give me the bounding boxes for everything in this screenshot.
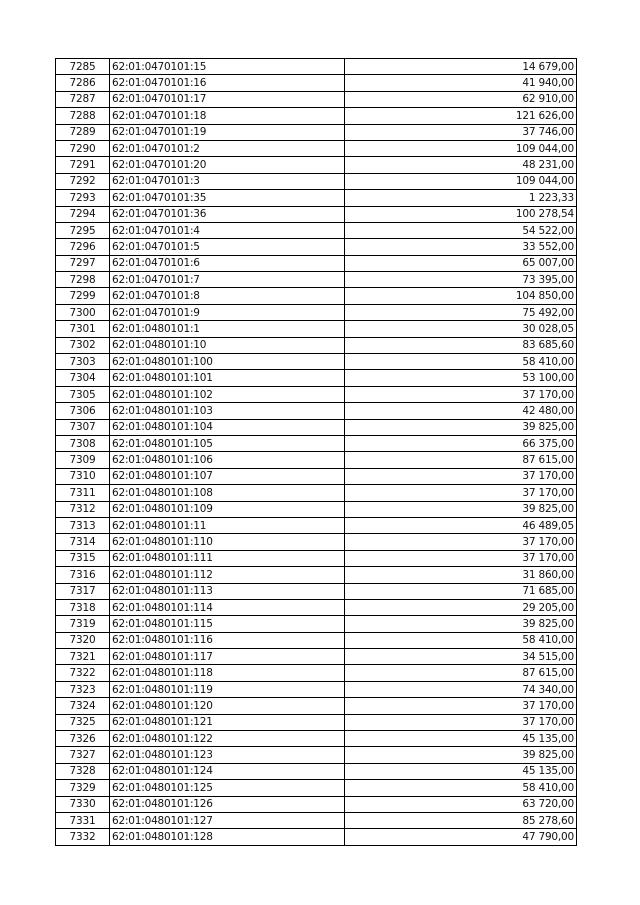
row-number-cell: 7329 (56, 780, 110, 796)
table-body (56, 59, 577, 846)
cadastral-number-cell: 62:01:0480101:127 (110, 812, 345, 828)
cadastral-number-cell: 62:01:0480101:116 (110, 632, 345, 648)
cadastral-number-cell: 62:01:0470101:15 (110, 59, 345, 75)
row-number-cell: 7316 (56, 567, 110, 583)
table-row (56, 731, 577, 747)
table-row (56, 550, 577, 566)
table-row (56, 485, 577, 501)
table-row (56, 452, 577, 468)
cadastral-number-cell: 62:01:0470101:20 (110, 157, 345, 173)
table-row (56, 124, 577, 140)
cadastral-number-cell: 62:01:0480101:105 (110, 435, 345, 451)
cadastral-value-table (55, 58, 577, 846)
cadastral-number-cell: 62:01:0480101:107 (110, 468, 345, 484)
cadastral-number-cell: 62:01:0470101:17 (110, 91, 345, 107)
table-row (56, 747, 577, 763)
table-row (56, 304, 577, 320)
cadastral-number-cell: 62:01:0470101:9 (110, 304, 345, 320)
row-number-cell: 7331 (56, 812, 110, 828)
cadastral-number-cell: 62:01:0470101:36 (110, 206, 345, 222)
row-number-cell: 7324 (56, 698, 110, 714)
value-cell: 66 375,00 (345, 435, 577, 451)
table-row (56, 616, 577, 632)
value-cell: 1 223,33 (345, 190, 577, 206)
row-number-cell: 7332 (56, 829, 110, 845)
cadastral-number-cell: 62:01:0470101:5 (110, 239, 345, 255)
row-number-cell: 7322 (56, 665, 110, 681)
value-cell: 58 410,00 (345, 354, 577, 370)
table-row (56, 812, 577, 828)
cadastral-number-cell: 62:01:0480101:117 (110, 649, 345, 665)
value-cell: 85 278,60 (345, 812, 577, 828)
cadastral-number-cell: 62:01:0480101:120 (110, 698, 345, 714)
table-row (56, 255, 577, 271)
value-cell: 83 685,60 (345, 337, 577, 353)
cadastral-number-cell: 62:01:0480101:100 (110, 354, 345, 370)
table-row (56, 403, 577, 419)
table-row (56, 501, 577, 517)
value-cell: 39 825,00 (345, 419, 577, 435)
table-row (56, 288, 577, 304)
row-number-cell: 7290 (56, 140, 110, 156)
cadastral-number-cell: 62:01:0470101:8 (110, 288, 345, 304)
row-number-cell: 7314 (56, 534, 110, 550)
row-number-cell: 7291 (56, 157, 110, 173)
value-cell: 37 170,00 (345, 714, 577, 730)
row-number-cell: 7289 (56, 124, 110, 140)
value-cell: 42 480,00 (345, 403, 577, 419)
value-cell: 39 825,00 (345, 616, 577, 632)
row-number-cell: 7302 (56, 337, 110, 353)
cadastral-number-cell: 62:01:0480101:106 (110, 452, 345, 468)
value-cell: 100 278,54 (345, 206, 577, 222)
value-cell: 87 615,00 (345, 452, 577, 468)
cadastral-number-cell: 62:01:0480101:11 (110, 517, 345, 533)
value-cell: 30 028,05 (345, 321, 577, 337)
cadastral-number-cell: 62:01:0480101:109 (110, 501, 345, 517)
row-number-cell: 7318 (56, 599, 110, 615)
table-row (56, 190, 577, 206)
row-number-cell: 7307 (56, 419, 110, 435)
table-row (56, 108, 577, 124)
row-number-cell: 7320 (56, 632, 110, 648)
cadastral-number-cell: 62:01:0480101:125 (110, 780, 345, 796)
row-number-cell: 7313 (56, 517, 110, 533)
table-row (56, 419, 577, 435)
value-cell: 37 170,00 (345, 550, 577, 566)
table-row (56, 337, 577, 353)
row-number-cell: 7327 (56, 747, 110, 763)
value-cell: 37 170,00 (345, 386, 577, 402)
cadastral-number-cell: 62:01:0480101:119 (110, 681, 345, 697)
row-number-cell: 7285 (56, 59, 110, 75)
table-row (56, 665, 577, 681)
cadastral-number-cell: 62:01:0470101:2 (110, 140, 345, 156)
value-cell: 37 170,00 (345, 468, 577, 484)
value-cell: 37 170,00 (345, 485, 577, 501)
cadastral-number-cell: 62:01:0470101:16 (110, 75, 345, 91)
row-number-cell: 7301 (56, 321, 110, 337)
cadastral-number-cell: 62:01:0480101:121 (110, 714, 345, 730)
value-cell: 87 615,00 (345, 665, 577, 681)
cadastral-number-cell: 62:01:0480101:122 (110, 731, 345, 747)
cadastral-number-cell: 62:01:0480101:101 (110, 370, 345, 386)
cadastral-number-cell: 62:01:0480101:113 (110, 583, 345, 599)
cadastral-number-cell: 62:01:0480101:115 (110, 616, 345, 632)
cadastral-number-cell: 62:01:0480101:128 (110, 829, 345, 845)
table-row (56, 386, 577, 402)
row-number-cell: 7298 (56, 272, 110, 288)
table-row (56, 370, 577, 386)
row-number-cell: 7319 (56, 616, 110, 632)
row-number-cell: 7293 (56, 190, 110, 206)
value-cell: 73 395,00 (345, 272, 577, 288)
cadastral-number-cell: 62:01:0480101:10 (110, 337, 345, 353)
cadastral-number-cell: 62:01:0470101:6 (110, 255, 345, 271)
value-cell: 53 100,00 (345, 370, 577, 386)
value-cell: 31 860,00 (345, 567, 577, 583)
table-row (56, 59, 577, 75)
value-cell: 45 135,00 (345, 763, 577, 779)
table-row (56, 599, 577, 615)
table-row (56, 763, 577, 779)
value-cell: 33 552,00 (345, 239, 577, 255)
value-cell: 104 850,00 (345, 288, 577, 304)
table-row (56, 517, 577, 533)
value-cell: 47 790,00 (345, 829, 577, 845)
value-cell: 58 410,00 (345, 632, 577, 648)
row-number-cell: 7311 (56, 485, 110, 501)
value-cell: 29 205,00 (345, 599, 577, 615)
cadastral-number-cell: 62:01:0480101:126 (110, 796, 345, 812)
value-cell: 62 910,00 (345, 91, 577, 107)
value-cell: 121 626,00 (345, 108, 577, 124)
value-cell: 37 170,00 (345, 698, 577, 714)
row-number-cell: 7303 (56, 354, 110, 370)
row-number-cell: 7325 (56, 714, 110, 730)
value-cell: 109 044,00 (345, 173, 577, 189)
cadastral-number-cell: 62:01:0480101:102 (110, 386, 345, 402)
table-row (56, 698, 577, 714)
cadastral-number-cell: 62:01:0470101:35 (110, 190, 345, 206)
table-row (56, 534, 577, 550)
row-number-cell: 7328 (56, 763, 110, 779)
row-number-cell: 7309 (56, 452, 110, 468)
value-cell: 63 720,00 (345, 796, 577, 812)
row-number-cell: 7297 (56, 255, 110, 271)
row-number-cell: 7299 (56, 288, 110, 304)
row-number-cell: 7312 (56, 501, 110, 517)
table-row (56, 354, 577, 370)
cadastral-number-cell: 62:01:0470101:4 (110, 222, 345, 238)
row-number-cell: 7306 (56, 403, 110, 419)
cadastral-number-cell: 62:01:0470101:19 (110, 124, 345, 140)
row-number-cell: 7286 (56, 75, 110, 91)
table-row (56, 140, 577, 156)
cadastral-number-cell: 62:01:0480101:1 (110, 321, 345, 337)
row-number-cell: 7308 (56, 435, 110, 451)
row-number-cell: 7292 (56, 173, 110, 189)
value-cell: 71 685,00 (345, 583, 577, 599)
value-cell: 58 410,00 (345, 780, 577, 796)
table-row (56, 632, 577, 648)
value-cell: 14 679,00 (345, 59, 577, 75)
row-number-cell: 7288 (56, 108, 110, 124)
table-row (56, 321, 577, 337)
table-row (56, 780, 577, 796)
table-row (56, 681, 577, 697)
cadastral-number-cell: 62:01:0470101:18 (110, 108, 345, 124)
value-cell: 39 825,00 (345, 501, 577, 517)
value-cell: 75 492,00 (345, 304, 577, 320)
row-number-cell: 7300 (56, 304, 110, 320)
table-row (56, 583, 577, 599)
row-number-cell: 7295 (56, 222, 110, 238)
cadastral-number-cell: 62:01:0480101:114 (110, 599, 345, 615)
cadastral-number-cell: 62:01:0480101:108 (110, 485, 345, 501)
value-cell: 74 340,00 (345, 681, 577, 697)
table-row (56, 435, 577, 451)
row-number-cell: 7304 (56, 370, 110, 386)
value-cell: 41 940,00 (345, 75, 577, 91)
table-row (56, 796, 577, 812)
row-number-cell: 7305 (56, 386, 110, 402)
cadastral-number-cell: 62:01:0480101:123 (110, 747, 345, 763)
cadastral-number-cell: 62:01:0480101:124 (110, 763, 345, 779)
cadastral-number-cell: 62:01:0480101:104 (110, 419, 345, 435)
value-cell: 109 044,00 (345, 140, 577, 156)
cadastral-number-cell: 62:01:0480101:118 (110, 665, 345, 681)
row-number-cell: 7317 (56, 583, 110, 599)
table-row (56, 91, 577, 107)
table-row (56, 829, 577, 845)
value-cell: 37 170,00 (345, 534, 577, 550)
row-number-cell: 7294 (56, 206, 110, 222)
row-number-cell: 7296 (56, 239, 110, 255)
value-cell: 34 515,00 (345, 649, 577, 665)
cadastral-number-cell: 62:01:0480101:112 (110, 567, 345, 583)
value-cell: 48 231,00 (345, 157, 577, 173)
table-row (56, 206, 577, 222)
cadastral-number-cell: 62:01:0480101:110 (110, 534, 345, 550)
row-number-cell: 7323 (56, 681, 110, 697)
table-row (56, 222, 577, 238)
cadastral-number-cell: 62:01:0480101:111 (110, 550, 345, 566)
row-number-cell: 7310 (56, 468, 110, 484)
cadastral-number-cell: 62:01:0480101:103 (110, 403, 345, 419)
value-cell: 54 522,00 (345, 222, 577, 238)
value-cell: 39 825,00 (345, 747, 577, 763)
row-number-cell: 7315 (56, 550, 110, 566)
table-row (56, 714, 577, 730)
row-number-cell: 7330 (56, 796, 110, 812)
table-row (56, 239, 577, 255)
table-row (56, 649, 577, 665)
row-number-cell: 7287 (56, 91, 110, 107)
value-cell: 45 135,00 (345, 731, 577, 747)
table-row (56, 157, 577, 173)
row-number-cell: 7326 (56, 731, 110, 747)
row-number-cell: 7321 (56, 649, 110, 665)
cadastral-number-cell: 62:01:0470101:3 (110, 173, 345, 189)
cadastral-number-cell: 62:01:0470101:7 (110, 272, 345, 288)
value-cell: 37 746,00 (345, 124, 577, 140)
table-row (56, 173, 577, 189)
table-row (56, 272, 577, 288)
table-row (56, 567, 577, 583)
value-cell: 46 489,05 (345, 517, 577, 533)
table-row (56, 75, 577, 91)
table-row (56, 468, 577, 484)
value-cell: 65 007,00 (345, 255, 577, 271)
